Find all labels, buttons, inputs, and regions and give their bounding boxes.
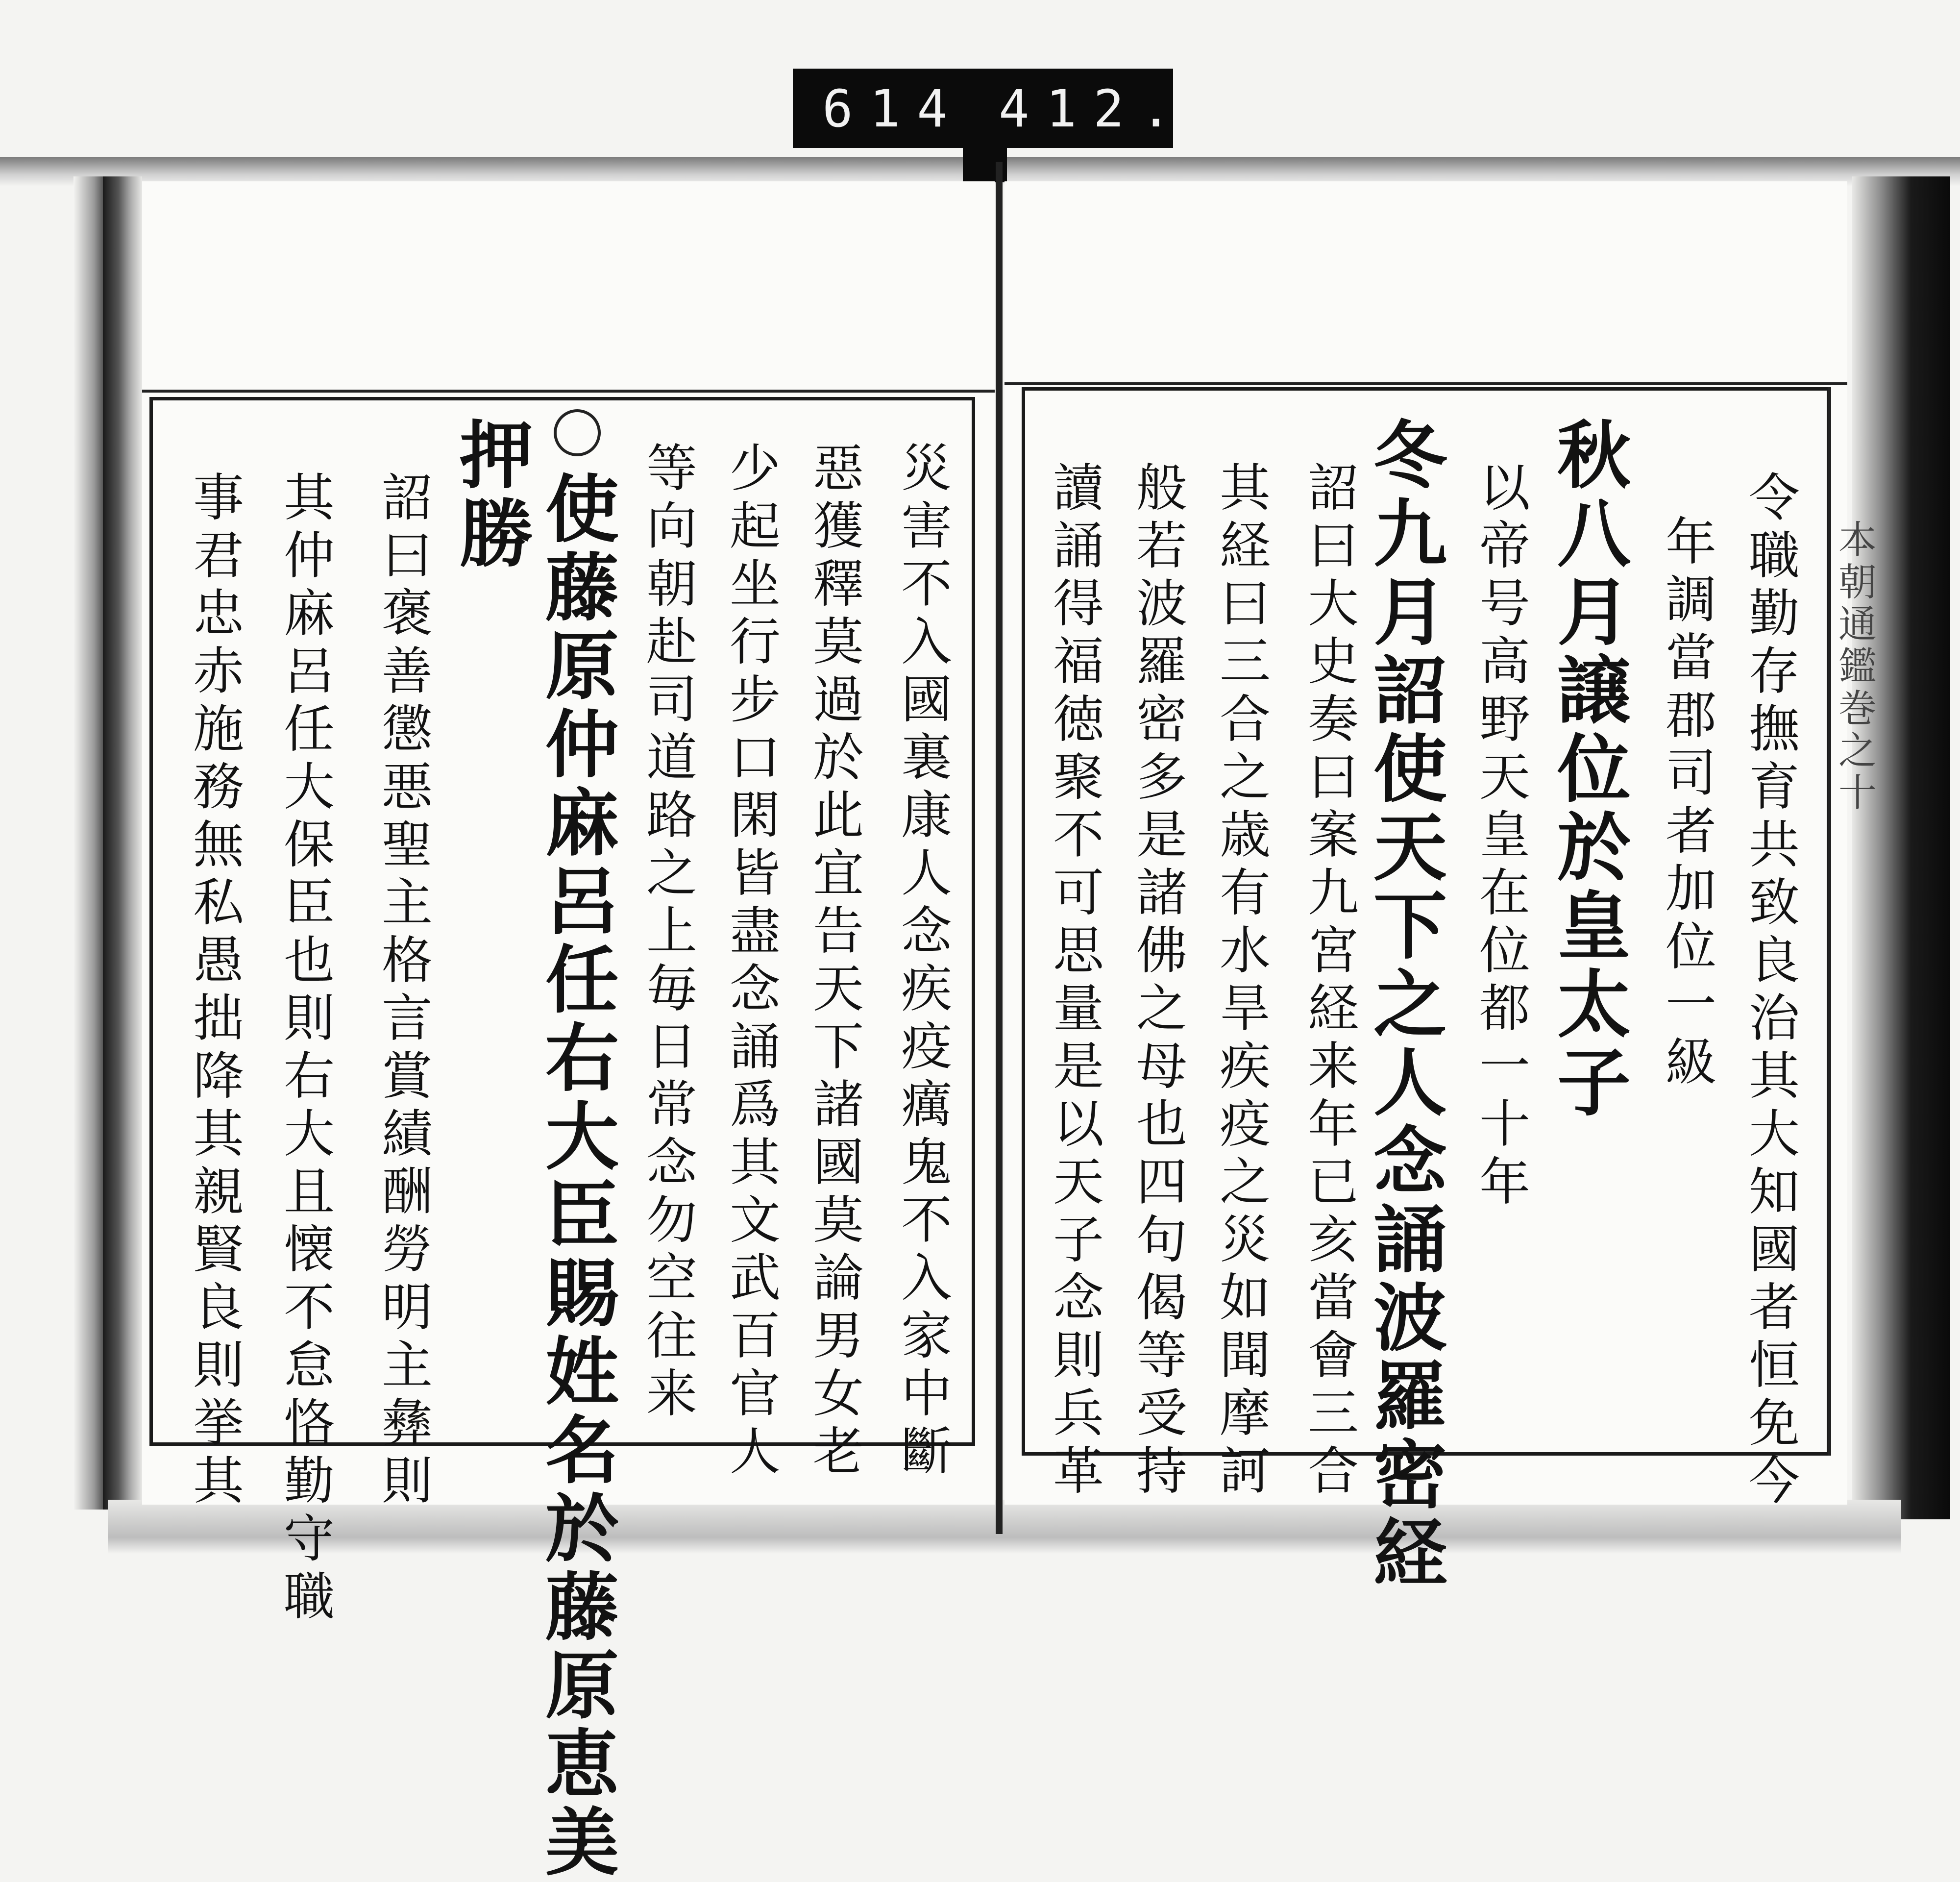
left-col-1: 災害不入國裏康人念疾疫癘鬼不入家中斷 xyxy=(892,441,952,1482)
left-page-top-rule xyxy=(142,390,995,393)
right-margin-title: 本朝通鑑巻之十 xyxy=(1832,520,1876,815)
scan-left-edge xyxy=(103,176,142,1510)
left-col-4: 等向朝赴司道路之上毎日常念勿空往来 xyxy=(637,441,697,1424)
right-col-6: 詔曰大史奏曰案九宮経来年已亥當會三合 xyxy=(1299,461,1359,1502)
right-col-2: 年調當郡司者加位一級 xyxy=(1657,515,1716,1093)
right-page-top-rule xyxy=(1004,382,1847,385)
right-col-4: 以帝号高野天皇在位都一十年 xyxy=(1470,461,1530,1213)
right-col-9: 讀誦得福徳聚不可思量是以天子念則兵革 xyxy=(1044,461,1104,1502)
scan-right-edge xyxy=(1852,176,1950,1519)
right-col-1: 令職勤存撫育共致良治其大知國者恒免今 xyxy=(1740,470,1800,1511)
archive-tag xyxy=(793,69,1188,148)
left-col-9: 事君忠赤施務無私愚拙降其親賢良則挙其 xyxy=(184,470,244,1511)
book-gutter xyxy=(996,162,1003,1534)
left-col-8: 其仲麻呂任大保臣也則右大且懐不怠恪勤守職 xyxy=(275,470,335,1627)
left-col-2: 惡獲釋莫過於此宜告天下諸國莫論男女老 xyxy=(804,441,864,1482)
left-col-5: 使藤原仲麻呂任右大臣賜姓名於藤原恵美 xyxy=(533,470,619,1882)
right-col-8: 般若波羅密多是諸佛之母也四句偈等受持 xyxy=(1127,461,1187,1502)
right-col-7: 其経曰三合之歳有水旱疾疫之災如聞摩訶 xyxy=(1211,461,1271,1502)
left-col-6: 押勝 xyxy=(447,417,533,573)
right-col-5: 冬九月詔使天下之人念誦波羅密経 xyxy=(1361,417,1447,1593)
right-margin-divider xyxy=(1828,387,1831,1456)
archive-tag-left-number: 614 xyxy=(822,79,964,139)
circle-mark xyxy=(554,409,601,456)
archive-tag-right-number: 412. xyxy=(999,79,1188,139)
left-col-7: 詔曰褒善懲悪聖主格言賞績酬勞明主彝則 xyxy=(373,470,433,1511)
right-col-3: 秋八月譲位於皇太子 xyxy=(1544,417,1631,1122)
left-col-3: 少起坐行步口閑皆盡念誦爲其文武百官人 xyxy=(721,441,781,1482)
